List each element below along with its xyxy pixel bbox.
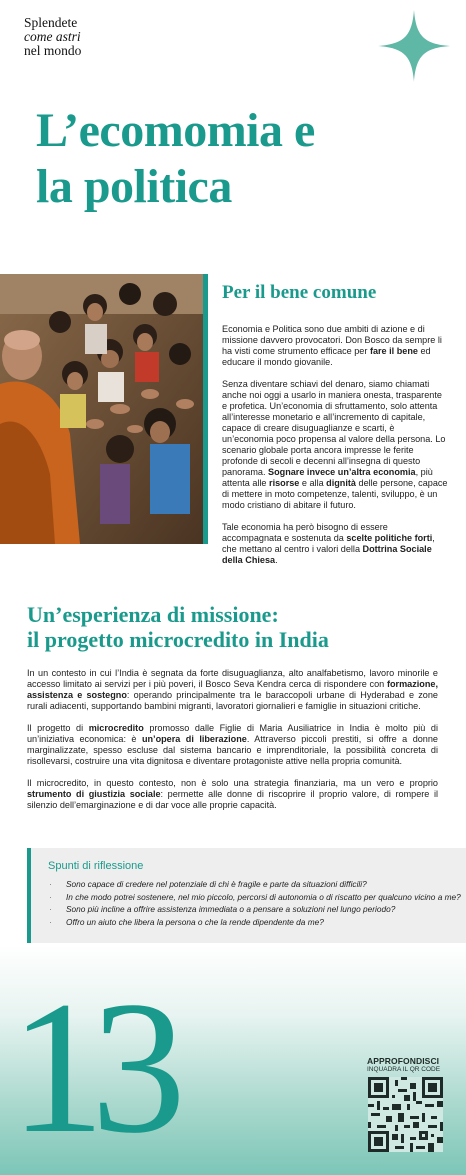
- photo-children-with-monk: [0, 274, 203, 544]
- tagline-line1: Splendete: [24, 15, 78, 30]
- accent-bar: [203, 274, 208, 544]
- section1-paragraph: [222, 324, 448, 368]
- text-run: Il microcredito, in questo contesto, non è solo una strategia finanziaria, ma un vero e proprio: [27, 778, 438, 788]
- text-run: : permette alle donne di riscoprire il proprio valore, di rompere il silenzio dell’emarginazione e di dar voce alle proprie capacità.: [27, 789, 438, 810]
- text-run: Senza diventare schiavi del denaro, siamo chiamati anche noi oggi a usarlo in maniera onesta, trasparente e profetica. Un’economia di sfruttamento, solo attenta all’interesse monetario e all’incremento di capitale, capace di creare disuguaglianze e scarti, è un’economia poco propensa al valore della persona. Lo scenario globale porta ancora impresse le ferite profonde di secoli e decenni all’insegna di questo panorama.: [222, 379, 446, 477]
- text-run: Tale economia ha però bisogno di essere accompagnata e sostenuta da: [222, 522, 388, 543]
- tagline-line3: nel mondo: [24, 43, 82, 58]
- section2-paragraph: [27, 668, 438, 712]
- reflection-item: [49, 916, 461, 929]
- section1-heading: Per il bene comune: [222, 282, 377, 303]
- section1-paragraph: [222, 379, 448, 511]
- bullet: ·: [49, 879, 52, 889]
- text-run: Il progetto di: [27, 723, 89, 733]
- reflection-item: [49, 903, 461, 916]
- section1-paragraph: [222, 522, 448, 566]
- reflection-question: Sono più incline a offrire assistenza immediata o a pensare a soluzioni nel lungo periodo?: [66, 904, 396, 915]
- qr-subtitle: INQUADRA IL QR CODE: [367, 1066, 441, 1073]
- text-run-bold: microcredito: [88, 723, 144, 733]
- section1-body: [222, 324, 448, 577]
- reflection-list: [49, 878, 461, 928]
- text-run: delle persone, capace di mettere in moto competenze, talenti, sviluppo, è un modo cristiano di abitare il futuro.: [222, 478, 448, 510]
- reflection-question: In che modo potrei sostenere, nel mio piccolo, percorsi di autonomia o di riscatto per qualcuno vicino a me?: [66, 891, 461, 902]
- page-title: [36, 103, 436, 215]
- reflection-item: [49, 891, 461, 904]
- page-number: 13: [10, 963, 172, 1173]
- four-point-star-icon: [378, 10, 450, 82]
- reflection-question: Offro un aiuto che libera la persona o che la rende dipendente da me?: [66, 916, 324, 927]
- reflection-item: [49, 878, 461, 891]
- text-run: In un contesto in cui l’India è segnata da forte disuguaglianza, alto analfabetismo, lavoro minorile e accesso limitato ai servizi per i più poveri, il Bosco Seva Kendra cerca di rispondere con: [27, 668, 438, 689]
- title-line1: L’ecomomia e: [36, 104, 315, 157]
- reflection-title: Spunti di riflessione: [48, 860, 144, 872]
- bullet: ·: [49, 891, 52, 902]
- section2-heading: [27, 602, 447, 652]
- section2-heading-line2: il progetto microcredito in India: [27, 627, 329, 652]
- qr-title: APPROFONDISCI: [367, 1056, 440, 1066]
- section2-paragraph: [27, 723, 438, 767]
- text-run: e alla: [299, 478, 327, 488]
- text-run-bold: risorse: [269, 478, 300, 488]
- text-run-bold: strumento di giustizia sociale: [27, 789, 161, 799]
- text-run: promosso dalle Figlie di Maria Ausiliatrice in India è molto più di un’iniziativa economica: è: [27, 723, 438, 744]
- text-run-bold: Dottrina Sociale della Chiesa: [222, 544, 432, 565]
- section2-heading-line1: Un’esperienza di missione:: [27, 602, 279, 627]
- text-run: : operando principalmente tra le baraccopoli urbane di Hyderabad e zone rurali adiacenti, supportando bambini migranti, lavoratori giornalieri e famiglie in situazioni critiche.: [27, 690, 438, 711]
- text-run-bold: formazione, assistenza e sostegno: [27, 679, 438, 700]
- text-run-bold: fare il bene: [369, 346, 418, 356]
- title-line2: la politica: [36, 160, 232, 213]
- section2-paragraph: [27, 778, 438, 811]
- section2-body: [27, 668, 438, 822]
- bullet: ·: [49, 916, 52, 927]
- bullet: ·: [49, 904, 52, 915]
- text-run: ed educare il mondo giovanile.: [222, 346, 431, 367]
- text-run-bold: scelte politiche forti: [346, 533, 433, 543]
- reflection-question: Sono capace di credere nel potenziale di chi è fragile e parte da situazioni difficili?: [66, 879, 367, 889]
- text-run-bold: Sognare invece un’altra economia: [268, 467, 416, 477]
- text-run-bold: un’opera di liberazione: [141, 734, 247, 744]
- text-run: , che mettano al centro i valori della: [222, 533, 435, 554]
- qr-code-icon[interactable]: [368, 1077, 443, 1152]
- text-run: .: [275, 555, 278, 565]
- reflection-box: [27, 848, 466, 943]
- text-run: . Attraverso piccoli prestiti, si offre a donne marginalizzate, spesso escluse dal sistema bancario e imprenditoriale, la possibilità concreta di risollevarsi, costruire una vita dignitosa e diventare protagoniste attive nella propria comunità.: [27, 734, 438, 766]
- text-run-bold: dignità: [326, 478, 356, 488]
- tagline-line2: come astri: [24, 29, 81, 44]
- series-tagline: [24, 16, 114, 58]
- text-run: , più attenta alle: [222, 467, 433, 488]
- text-run: Economia e Politica sono due ambiti di azione e di missione davvero provocatori. Don Bosco da sempre li ha visti come strumento efficace per: [222, 324, 442, 356]
